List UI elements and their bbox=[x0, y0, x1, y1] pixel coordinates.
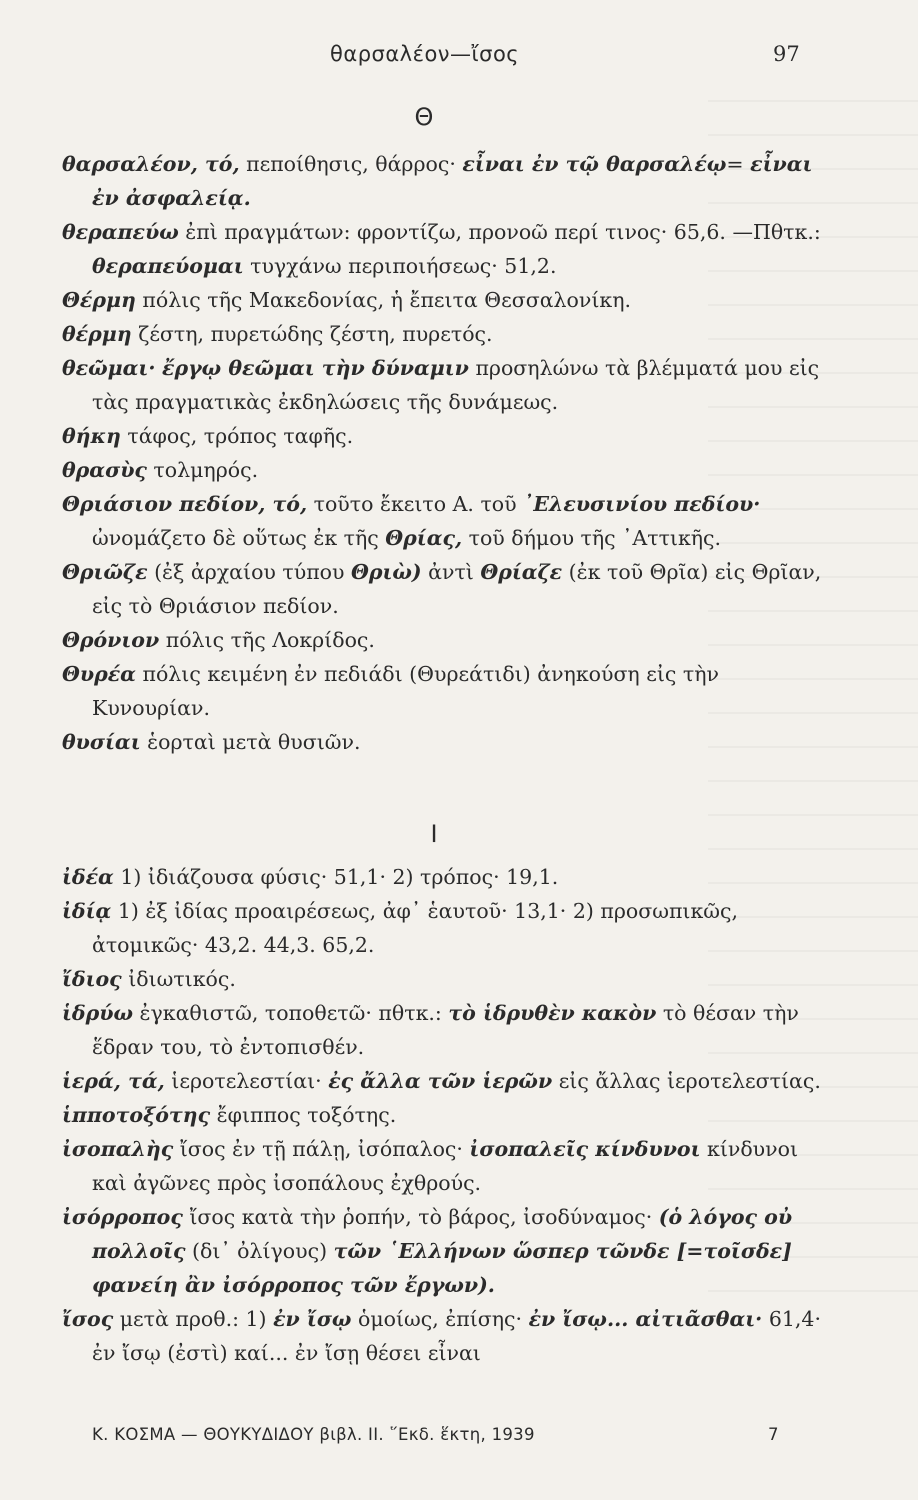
entry-quote: ἰσοπαλεῖς κίνδυνοι bbox=[469, 1137, 701, 1161]
entry-quote: (ὁ λόγος οὐ πολλοῖς bbox=[92, 1205, 793, 1263]
dictionary-entry bbox=[62, 657, 832, 725]
dictionary-entry bbox=[62, 419, 832, 453]
dictionary-entry bbox=[62, 555, 832, 623]
entry-text: (ἐκ τοῦ Θρῖα) εἰς Θρῖαν, εἰς τὸ Θριάσιον πεδίον. bbox=[92, 560, 822, 618]
entry-headword: θυσίαι bbox=[62, 730, 141, 754]
entry-text: πόλις τῆς Λοκρίδος. bbox=[159, 628, 375, 652]
entry-headword: ἰσόρροπος bbox=[62, 1205, 183, 1229]
entry-headword: ἴσος bbox=[62, 1307, 114, 1331]
entry-text: 61,4· ἐν ἴσῳ (ἐστὶ) καί... ἐν ἴσῃ θέσει εἶναι bbox=[92, 1307, 821, 1365]
dictionary-entry bbox=[62, 996, 832, 1064]
dictionary-entry bbox=[62, 147, 832, 215]
entry-headword: θεραπεύω bbox=[62, 220, 179, 244]
entry-headword: ἰσοπαλὴς bbox=[62, 1137, 174, 1161]
entry-list-theta bbox=[62, 147, 832, 759]
entry-headword: ἴδιος bbox=[62, 967, 122, 991]
entry-text: ἑορταὶ μετὰ θυσιῶν. bbox=[140, 730, 361, 754]
section-heading-iota: Ι bbox=[430, 820, 438, 848]
entry-text: τυγχάνω περιποιήσεως· 51,2. bbox=[243, 254, 557, 278]
entry-headword: Θριῶζε bbox=[62, 560, 148, 584]
entry-text: ἴσος κατὰ τὴν ῥοπήν, τὸ βάρος, ἰσοδύναμος· bbox=[182, 1205, 659, 1229]
dictionary-entry bbox=[62, 623, 832, 657]
entry-headword: Θυρέα bbox=[62, 662, 136, 686]
dictionary-entry bbox=[62, 317, 832, 351]
entry-text: τὸ θέσαν τὴν ἕδραν του, τὸ ἐντοπισθέν. bbox=[92, 1001, 799, 1059]
entry-text: (ἐξ ἀρχαίου τύπου bbox=[147, 560, 351, 584]
entry-list-iota bbox=[62, 860, 832, 1370]
entry-quote: ᾿Ελευσινίου πεδίου· bbox=[523, 492, 761, 516]
entry-text: ἐπὶ πραγμάτων: φροντίζω, προνοῶ περί τινος· 65,6. —Πθτκ.: bbox=[178, 220, 821, 244]
entry-headword: θήκη bbox=[62, 424, 121, 448]
entry-headword: θέρμη bbox=[62, 322, 132, 346]
entry-headword: ἰδίᾳ bbox=[62, 899, 112, 923]
entry-quote: Θρίαζε bbox=[480, 560, 563, 584]
entry-headword: ἱδρύω bbox=[62, 1001, 133, 1025]
dictionary-entry bbox=[62, 1132, 832, 1200]
entry-text: πεποίθησις, θάρρος· bbox=[239, 152, 463, 176]
entry-text: ὁμοίως, ἐπίσης· bbox=[351, 1307, 529, 1331]
entry-text: κίνδυνοι καὶ ἀγῶνες πρὸς ἰσοπάλους ἐχθρούς. bbox=[92, 1137, 798, 1195]
entry-text: ἀντὶ bbox=[421, 560, 481, 584]
entry-text: τολμηρός. bbox=[146, 458, 259, 482]
dictionary-entry bbox=[62, 860, 832, 894]
entry-text: ζέστη, πυρετώδης ζέστη, πυρετός. bbox=[131, 322, 493, 346]
entry-quote: ἔργῳ θεῶμαι τὴν δύναμιν bbox=[162, 356, 469, 380]
dictionary-entry bbox=[62, 1200, 832, 1302]
dictionary-entry bbox=[62, 1098, 832, 1132]
entry-headword: ἱερά, τά, bbox=[62, 1069, 165, 1093]
dictionary-entry bbox=[62, 351, 832, 419]
dictionary-entry bbox=[62, 1064, 832, 1098]
entry-headword: Θέρμη bbox=[62, 288, 136, 312]
entry-headword: ἰδέα bbox=[62, 865, 114, 889]
entry-headword: ἱπποτοξότης bbox=[62, 1103, 211, 1127]
entry-text: προσηλώνω τὰ βλέμματά μου εἰς τὰς πραγματικὰς ἐκδηλώσεις τῆς δυνάμεως. bbox=[92, 356, 820, 414]
entry-quote: ἐν ἴσῳ bbox=[273, 1307, 352, 1331]
entry-text: τοῦτο ἔκειτο Α. τοῦ bbox=[307, 492, 524, 516]
entry-headword: Θριάσιον πεδίον, τό, bbox=[62, 492, 308, 516]
entry-quote: εἶναι ἐν τῷ θαρσαλέῳ bbox=[462, 152, 727, 176]
entry-text: 1) ἐξ ἰδίας προαιρέσεως, ἀφ᾿ ἑαυτοῦ· 13,1· 2) προσωπικῶς, ἀτομικῶς· 43,2. 44,3. 65,2. bbox=[92, 899, 738, 957]
entry-quote: Θρίας, bbox=[385, 526, 463, 550]
entry-headword: θρασὺς bbox=[62, 458, 147, 482]
entry-text: ἐγκαθιστῶ, τοποθετῶ· πθτκ.: bbox=[132, 1001, 449, 1025]
entry-text: = bbox=[726, 152, 751, 176]
entry-quote: Θριὼ) bbox=[351, 560, 422, 584]
entry-headword: θεῶμαι· bbox=[62, 356, 156, 380]
entry-text: (δι᾿ ὀλίγους) bbox=[185, 1239, 334, 1263]
entry-headword: θαρσαλέον, τό, bbox=[62, 152, 240, 176]
dictionary-entry bbox=[62, 215, 832, 283]
entry-quote: τὸ ἱδρυθὲν κακὸν bbox=[448, 1001, 657, 1025]
entry-text: τοῦ δήμου τῆς ᾿Αττικῆς. bbox=[462, 526, 722, 550]
entry-text: μετὰ προθ.: 1) bbox=[113, 1307, 274, 1331]
entry-text: ὠνομάζετο δὲ οὕτως ἐκ τῆς bbox=[92, 526, 386, 550]
entry-text: ἔφιππος τοξότης. bbox=[210, 1103, 397, 1127]
entry-text: ἰδιωτικός. bbox=[121, 967, 236, 991]
entry-quote: ἐς ἄλλα τῶν ἱερῶν bbox=[328, 1069, 553, 1093]
entry-text: τάφος, τρόπος ταφῆς. bbox=[120, 424, 354, 448]
section-heading-theta: Θ bbox=[414, 103, 434, 131]
footer-citation: Κ. ΚΟΣΜΑ — ΘΟΥΚΥΔΙΔΟΥ βιβλ. ΙΙ. ῞Εκδ. ἕκτη, 1939 bbox=[92, 1425, 535, 1444]
entry-quote: τῶν ῾Ελλήνων ὥσπερ τῶνδε [=τοῖσδε] φανείη ἂν ἰσόρροπος τῶν ἔργων). bbox=[92, 1239, 792, 1297]
entry-quote: ἐν ἴσῳ... αἰτιᾶσθαι· bbox=[528, 1307, 763, 1331]
entry-headword: Θρόνιον bbox=[62, 628, 160, 652]
entry-text: εἰς ἄλλας ἱεροτελεστίας. bbox=[552, 1069, 821, 1093]
entry-text: πόλις κειμένη ἐν πεδιάδι (Θυρεάτιδι) ἀνηκούση εἰς τὴν Κυνουρίαν. bbox=[92, 662, 719, 720]
footer-sheet-number: 7 bbox=[768, 1425, 779, 1444]
entry-quote: εἶναι ἐν ἀσφαλείᾳ. bbox=[92, 152, 813, 210]
dictionary-entry bbox=[62, 894, 832, 962]
dictionary-entry bbox=[62, 283, 832, 317]
dictionary-entry bbox=[62, 453, 832, 487]
entry-text: ἱεροτελεστίαι· bbox=[164, 1069, 329, 1093]
running-header: θαρσαλέον—ἴσος bbox=[330, 42, 520, 66]
dictionary-entry bbox=[62, 487, 832, 555]
entry-text: ἴσος ἐν τῇ πάλῃ, ἰσόπαλος· bbox=[173, 1137, 470, 1161]
dictionary-entry bbox=[62, 1302, 832, 1370]
dictionary-entry bbox=[62, 962, 832, 996]
entry-text: πόλις τῆς Μακεδονίας, ἡ ἔπειτα Θεσσαλονίκη. bbox=[135, 288, 631, 312]
entry-quote: θεραπεύομαι bbox=[92, 254, 244, 278]
page-footer bbox=[92, 1425, 792, 1444]
entry-text: 1) ἰδιάζουσα φύσις· 51,1· 2) τρόπος· 19,1. bbox=[113, 865, 559, 889]
page-number: 97 bbox=[773, 42, 800, 66]
dictionary-entry bbox=[62, 725, 832, 759]
